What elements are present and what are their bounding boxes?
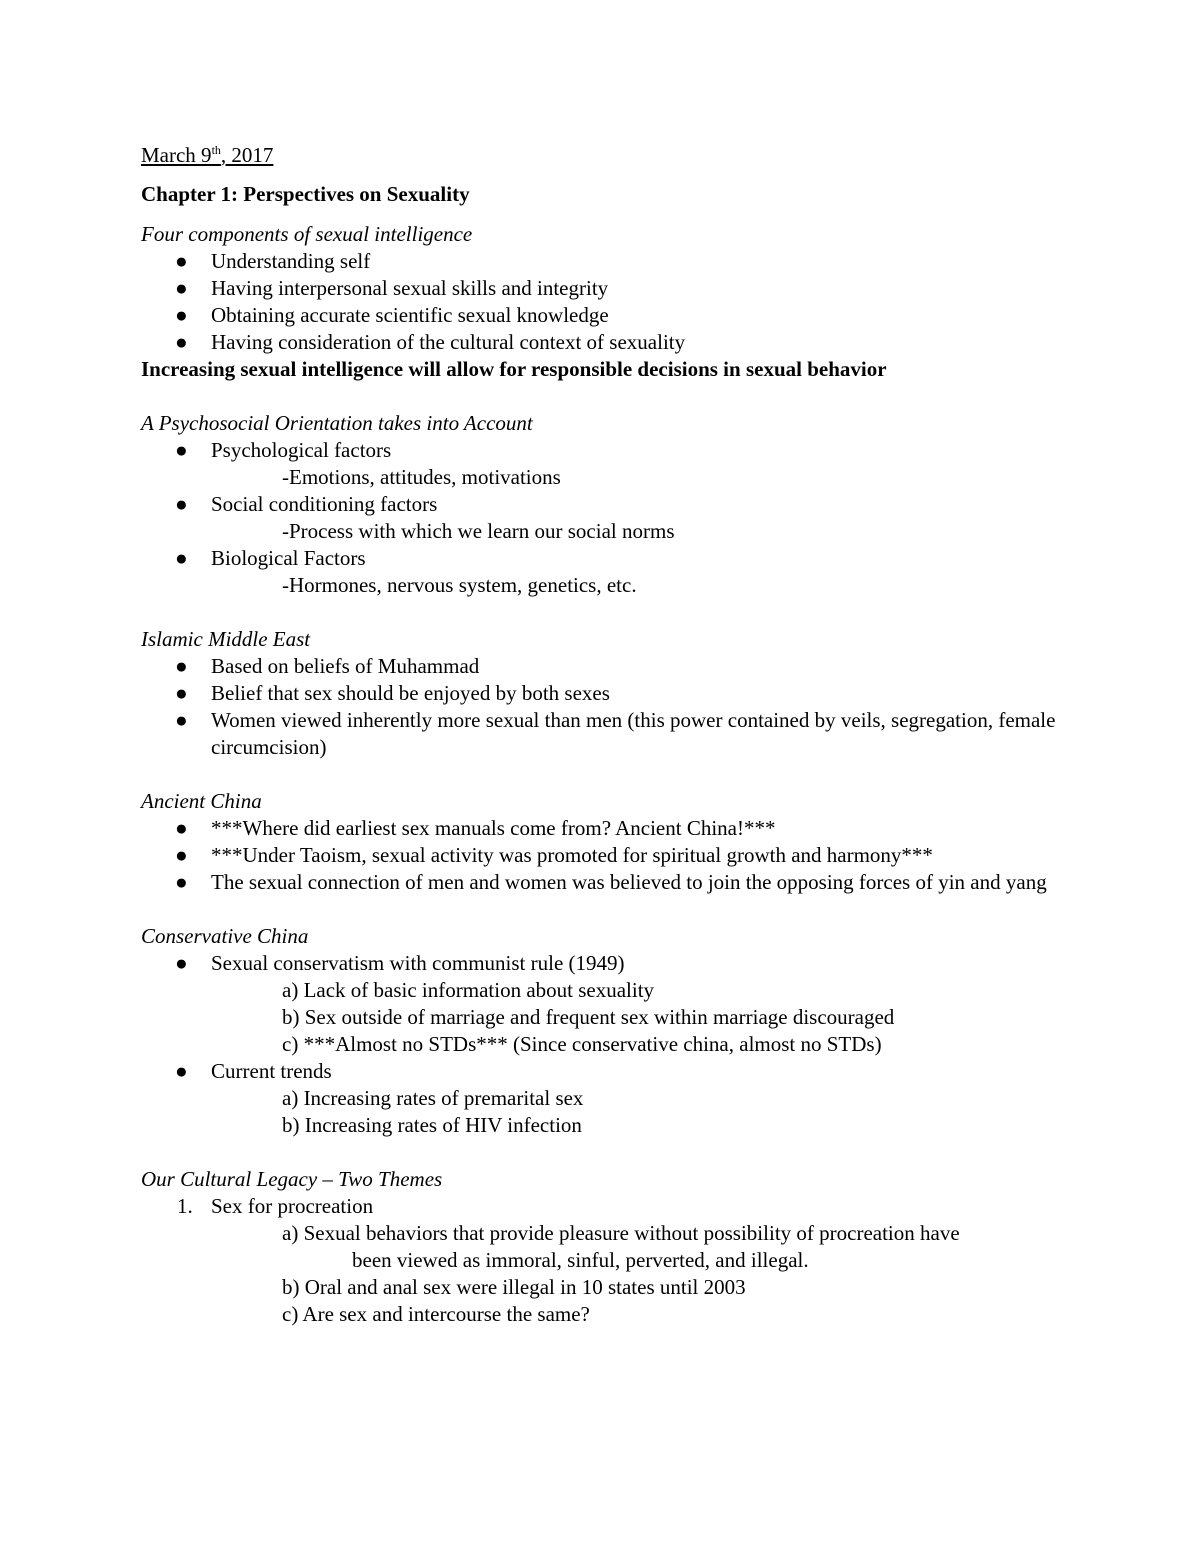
bullet-icon: ● (175, 330, 188, 354)
list-item-text: Based on beliefs of Muhammad (211, 654, 480, 678)
bullet-icon: ● (175, 816, 188, 840)
list-subitem: a) Lack of basic information about sexuality (282, 978, 655, 1002)
note-date (141, 142, 1081, 169)
list-item-text: Social conditioning factors (211, 492, 438, 516)
list-subitem-text: a) Sexual behaviors that provide pleasure without possibility of procreation have (282, 1221, 960, 1245)
section-heading-conservative-china: Conservative China (141, 924, 309, 948)
section-heading-ancient-china: Ancient China (141, 789, 262, 813)
list-number: 1. (177, 1194, 193, 1218)
list-item-text: Having interpersonal sexual skills and integrity (211, 276, 609, 300)
bullet-icon: ● (175, 438, 188, 462)
list-item-detail: -Emotions, attitudes, motivations (282, 465, 561, 489)
list-item (141, 302, 1081, 329)
section-heading-legacy: Our Cultural Legacy – Two Themes (141, 1167, 443, 1191)
bullet-icon: ● (175, 681, 188, 705)
list-item-text: Psychological factors (211, 438, 392, 462)
list-item (141, 950, 1081, 977)
list-item-text: Biological Factors (211, 546, 366, 570)
list-item-text: Sex for procreation (211, 1194, 374, 1218)
list-item (141, 275, 1081, 302)
list-subitem: c) Are sex and intercourse the same? (282, 1302, 590, 1326)
bullet-icon: ● (175, 546, 188, 570)
list-item (141, 491, 1081, 518)
conservative-china-list (141, 950, 1081, 1139)
list-item-text: Obtaining accurate scientific sexual knowledge (211, 303, 609, 327)
bullet-icon: ● (175, 951, 188, 975)
list-item (141, 329, 1081, 356)
list-item-text: ***Where did earliest sex manuals come from? Ancient China!*** (211, 816, 776, 840)
legacy-list (141, 1193, 1081, 1328)
bullet-icon: ● (175, 276, 188, 300)
bullet-icon: ● (175, 708, 188, 732)
list-subitem: b) Increasing rates of HIV infection (282, 1113, 582, 1137)
list-subitem-continuation: been viewed as immoral, sinful, perverted, and illegal. (352, 1248, 809, 1272)
list-item-text: Women viewed inherently more sexual than men (this power contained by veils, segregation, female circumcision) (211, 708, 1056, 759)
date-suffix: th (211, 143, 221, 157)
list-item (141, 707, 1081, 761)
list-item (141, 815, 1081, 842)
list-subitem (141, 1220, 1081, 1274)
list-subitem: b) Oral and anal sex were illegal in 10 states until 2003 (282, 1275, 746, 1299)
bullet-icon: ● (175, 492, 188, 516)
list-item (141, 1058, 1081, 1085)
spacer (141, 1139, 1081, 1166)
bullet-icon: ● (175, 870, 188, 894)
list-item-detail: -Process with which we learn our social norms (282, 519, 675, 543)
spacer (141, 896, 1081, 923)
list-subitem: c) ***Almost no STDs*** (Since conservative china, almost no STDs) (282, 1032, 882, 1056)
document-page (141, 142, 1081, 1328)
date-month-day: March 9 (141, 143, 212, 167)
bullet-icon: ● (175, 654, 188, 678)
list-item (141, 680, 1081, 707)
list-item-detail: -Hormones, nervous system, genetics, etc. (282, 573, 637, 597)
spacer (141, 599, 1081, 626)
components-conclusion: Increasing sexual intelligence will allow for responsible decisions in sexual behavior (141, 357, 887, 381)
bullet-icon: ● (175, 843, 188, 867)
list-subitem: a) Increasing rates of premarital sex (282, 1086, 584, 1110)
section-heading-components: Four components of sexual intelligence (141, 222, 473, 246)
list-item (141, 437, 1081, 464)
ancient-china-list (141, 815, 1081, 896)
list-item-text: Having consideration of the cultural context of sexuality (211, 330, 686, 354)
list-item-text: Belief that sex should be enjoyed by both sexes (211, 681, 610, 705)
spacer (141, 761, 1081, 788)
list-item (141, 869, 1081, 896)
bullet-icon: ● (175, 303, 188, 327)
list-item-text: Current trends (211, 1059, 332, 1083)
spacer (141, 383, 1081, 410)
chapter-title: Chapter 1: Perspectives on Sexuality (141, 182, 470, 206)
section-heading-psychosocial: A Psychosocial Orientation takes into Account (141, 411, 533, 435)
list-item-text: Sexual conservatism with communist rule (1949) (211, 951, 625, 975)
list-subitem: b) Sex outside of marriage and frequent sex within marriage discouraged (282, 1005, 895, 1029)
section-heading-islamic: Islamic Middle East (141, 627, 311, 651)
bullet-icon: ● (175, 1059, 188, 1083)
list-item-text: Understanding self (211, 249, 371, 273)
list-item (141, 1193, 1081, 1220)
list-item-text: ***Under Taoism, sexual activity was promoted for spiritual growth and harmony*** (211, 843, 933, 867)
bullet-icon: ● (175, 249, 188, 273)
components-list (141, 248, 1081, 356)
list-item (141, 248, 1081, 275)
psychosocial-list (141, 437, 1081, 599)
list-item-text: The sexual connection of men and women was believed to join the opposing forces of yin and yang (211, 870, 1047, 894)
list-item (141, 653, 1081, 680)
date-year: , 2017 (220, 143, 274, 167)
list-item (141, 545, 1081, 572)
list-item (141, 842, 1081, 869)
islamic-list (141, 653, 1081, 761)
